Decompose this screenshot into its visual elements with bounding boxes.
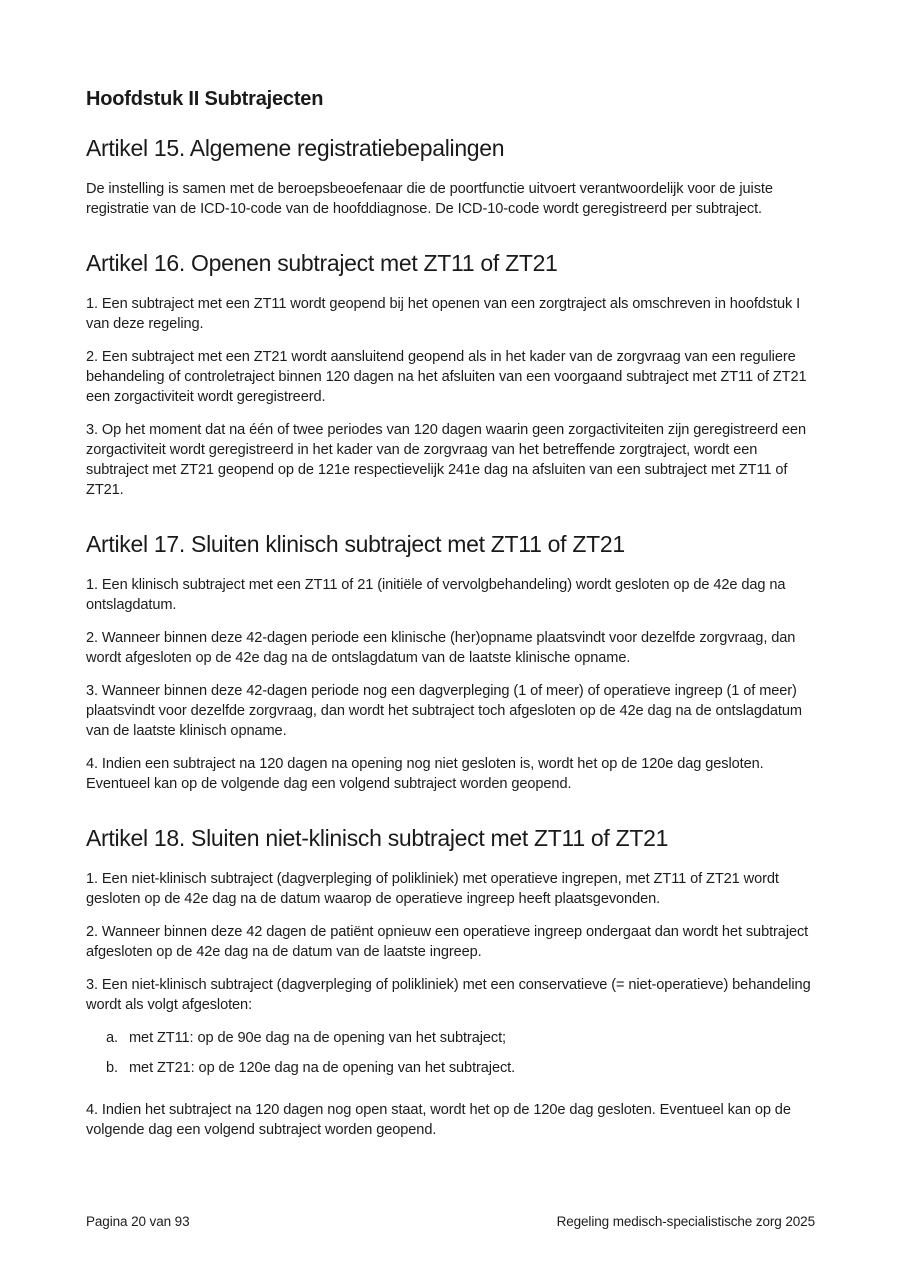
list-item-marker: a. bbox=[106, 1030, 118, 1046]
article-15-heading: Artikel 15. Algemene registratiebepalingen bbox=[86, 135, 505, 161]
article-17-heading: Artikel 17. Sluiten klinisch subtraject met ZT11 of ZT21 bbox=[86, 531, 625, 557]
chapter-heading: Hoofdstuk II Subtrajecten bbox=[86, 88, 324, 110]
page-content bbox=[86, 86, 816, 1153]
paragraph: 3. Een niet-klinisch subtraject (dagverpleging of polikliniek) met een conservatieve (= niet-operatieve) behandeling wordt als volgt afgesloten: bbox=[86, 977, 811, 1013]
paragraph: 1. Een niet-klinisch subtraject (dagverpleging of polikliniek) met operatieve ingrepen, met ZT11 of ZT21 wordt gesloten op de 42e dag na de datum waarop de operatieve ingreep heeft plaatsgevonden. bbox=[86, 871, 779, 907]
page-footer bbox=[86, 1213, 815, 1230]
list-item bbox=[86, 1028, 816, 1048]
paragraph: 4. Indien het subtraject na 120 dagen nog open staat, wordt het op de 120e dag gesloten. Eventueel kan op de volgende dag een volgend subtraject worden geopend. bbox=[86, 1102, 791, 1138]
paragraph: 1. Een klinisch subtraject met een ZT11 of 21 (initiële of vervolgbehandeling) wordt gesloten op de 42e dag na ontslagdatum. bbox=[86, 577, 786, 613]
ordered-list bbox=[86, 1028, 816, 1078]
article-16-heading: Artikel 16. Openen subtraject met ZT11 of ZT21 bbox=[86, 250, 558, 276]
paragraph: 1. Een subtraject met een ZT11 wordt geopend bij het openen van een zorgtraject als omschreven in hoofdstuk I van deze regeling. bbox=[86, 296, 801, 332]
article-18-heading: Artikel 18. Sluiten niet-klinisch subtraject met ZT11 of ZT21 bbox=[86, 825, 669, 851]
paragraph: 3. Wanneer binnen deze 42-dagen periode nog een dagverpleging (1 of meer) of operatieve ingreep (1 of meer) plaatsvindt voor dezelfde zorgvraag, dan wordt het subtraject toch afgesloten op de 42e dag na de ontslagdatum van de laatste klinisch opname. bbox=[86, 683, 802, 739]
paragraph: De instelling is samen met de beroepsbeoefenaar die de poortfunctie uitvoert verantwoordelijk voor de juiste registratie van de ICD-10-code van de hoofddiagnose. De ICD-10-code wordt geregistreerd per subtraject. bbox=[86, 181, 773, 217]
footer-document-title: Regeling medisch-specialistische zorg 2025 bbox=[556, 1214, 815, 1229]
article-16 bbox=[86, 249, 816, 500]
article-18 bbox=[86, 824, 816, 1140]
article-17 bbox=[86, 530, 816, 794]
paragraph: 2. Wanneer binnen deze 42-dagen periode een klinische (her)opname plaatsvindt voor dezelfde zorgvraag, dan wordt afgesloten op de 42e dag na de ontslagdatum van de laatste klinische opname. bbox=[86, 630, 796, 666]
footer-page-number: Pagina 20 van 93 bbox=[86, 1214, 190, 1229]
paragraph: 3. Op het moment dat na één of twee periodes van 120 dagen waarin geen zorgactiviteiten zijn geregistreerd een zorgactiviteit wordt geregistreerd in het kader van de zorgvraag van het betreffende zorgtraject, wordt een subtraject met ZT21 geopend op de 121e respectievelijk 241e dag na afsluiten van een subtraject met ZT11 of ZT21. bbox=[86, 422, 806, 498]
paragraph: 2. Wanneer binnen deze 42 dagen de patiënt opnieuw een operatieve ingreep ondergaat dan wordt het subtraject afgesloten op de 42e dag na de datum van de laatste ingreep. bbox=[86, 924, 809, 960]
paragraph: 2. Een subtraject met een ZT21 wordt aansluitend geopend als in het kader van de zorgvraag van een reguliere behandeling of controletraject binnen 120 dagen na het afsluiten van een voorgaand subtraject met ZT11 of ZT21 een zorgactiviteit wordt geregistreerd. bbox=[86, 349, 807, 405]
list-item-marker: b. bbox=[106, 1060, 118, 1076]
paragraph: 4. Indien een subtraject na 120 dagen na opening nog niet gesloten is, wordt het op de 120e dag gesloten. Eventueel kan op de volgende dag een volgend subtraject worden geopend. bbox=[86, 756, 764, 792]
list-item-text: met ZT11: op de 90e dag na de opening van het subtraject; bbox=[129, 1030, 506, 1046]
list-item-text: met ZT21: op de 120e dag na de opening van het subtraject. bbox=[129, 1060, 516, 1076]
article-15 bbox=[86, 134, 816, 219]
list-item bbox=[86, 1058, 816, 1078]
